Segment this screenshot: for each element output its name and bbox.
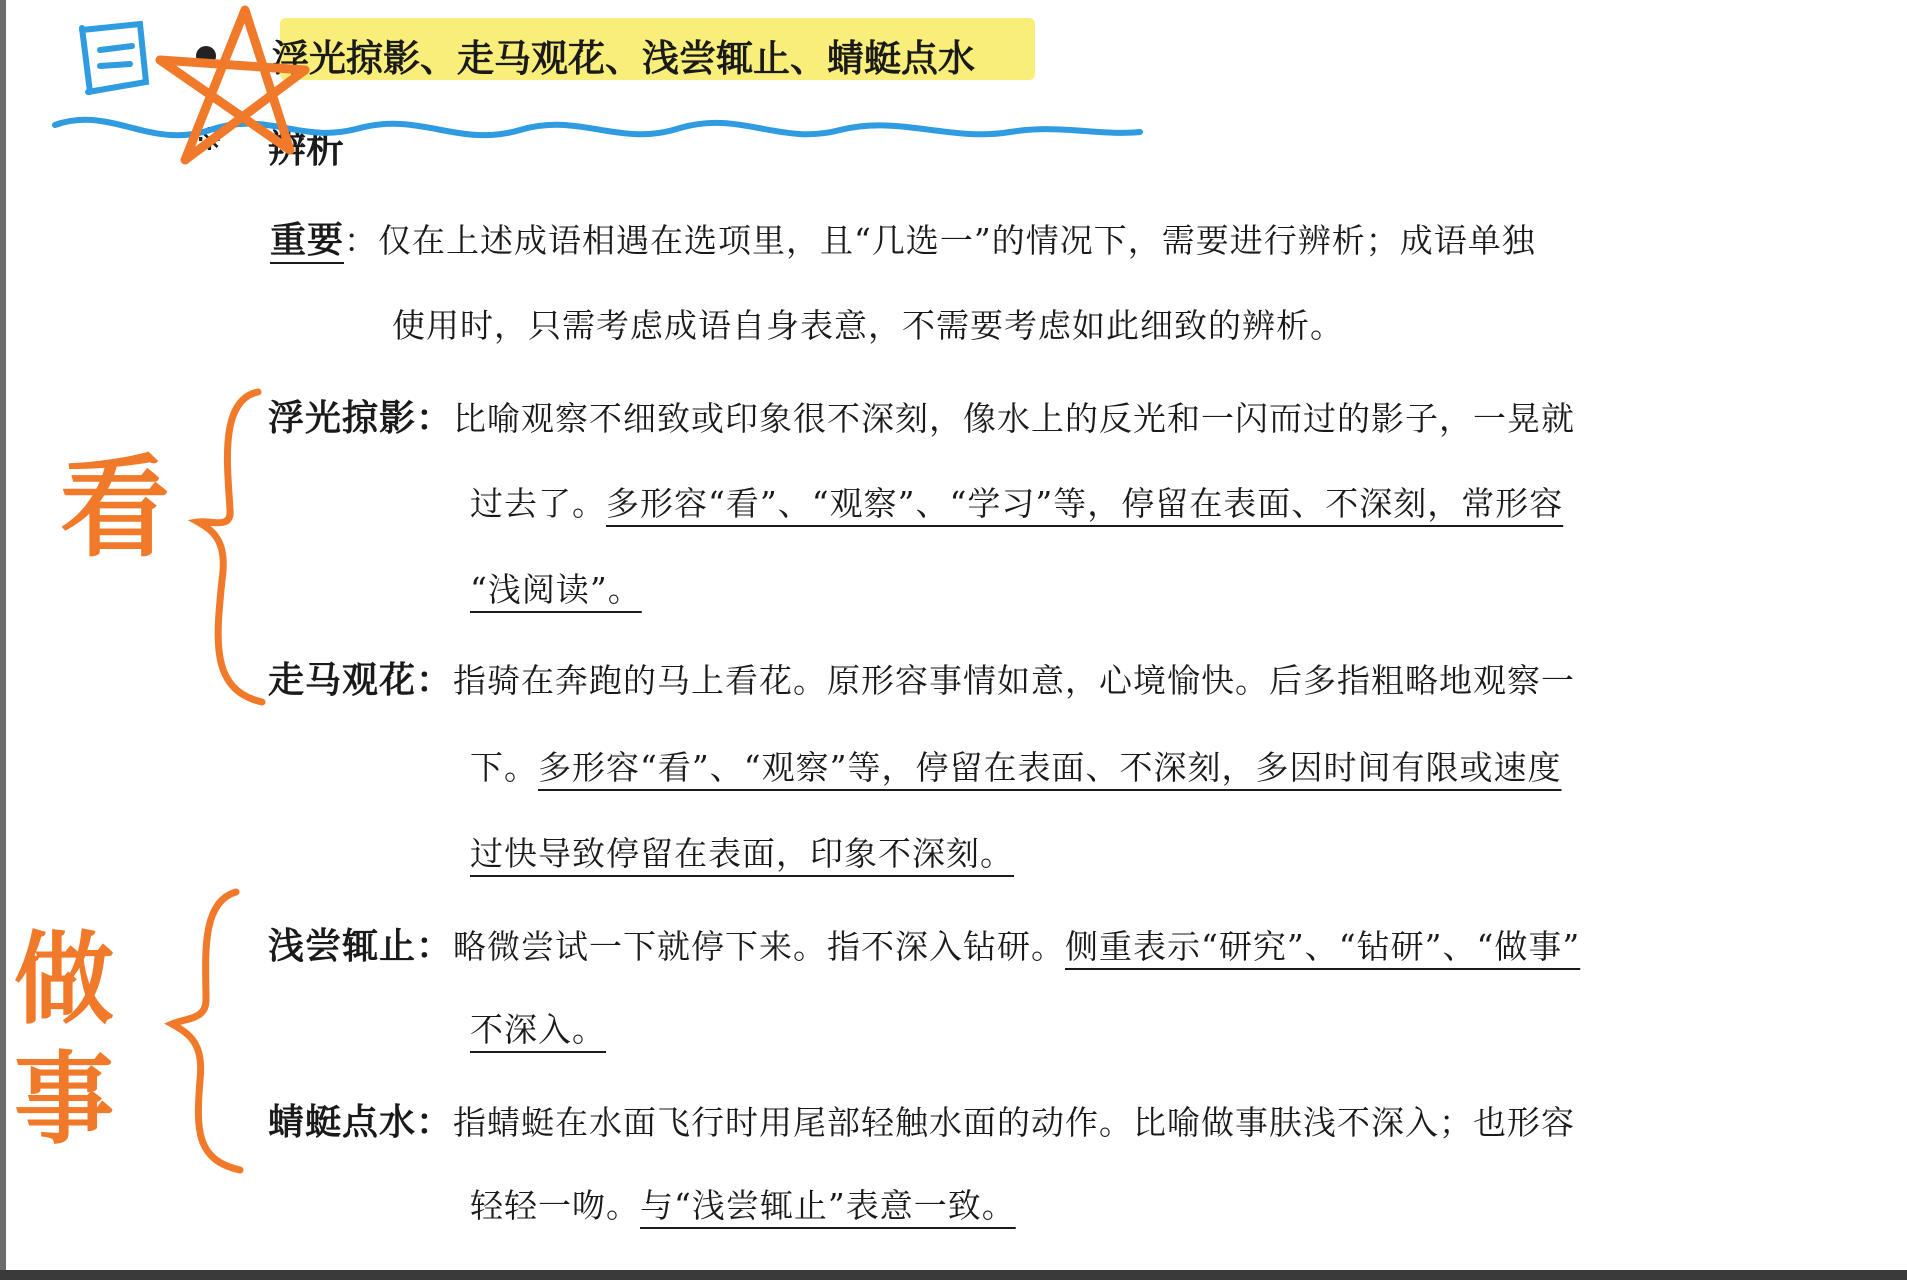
entry-fuguang-line-1: 浮光掠影：比喻观察不细致或印象很不深刻，像水上的反光和一闪而过的影子，一晃就	[268, 398, 1576, 439]
term-qianchang: 浅尝辄止：	[268, 926, 454, 967]
reference-mark: ※	[196, 120, 223, 158]
entry-zouma-line-1: 走马观花：指骑在奔跑的马上看花。原形容事情如意，心境愉快。后多指粗略地观察一	[268, 660, 1576, 701]
section-title: 浮光掠影、走马观花、浅尝辄止、蜻蜓点水	[272, 37, 975, 80]
sub-heading: 辨析	[268, 127, 345, 171]
entry-zouma-line-3: 过快导致停留在表面，印象不深刻。	[470, 834, 1014, 873]
page-bottom-edge	[0, 1270, 1907, 1280]
entry-fuguang-line-2: 过去了。多形容“看”、“观察”、“学习”等，停留在表面、不深刻，常形容	[470, 484, 1564, 523]
blue-square-sketch	[82, 24, 146, 92]
entry-zouma-line-2: 下。多形容“看”、“观察”等，停留在表面、不深刻，多因时间有限或速度	[470, 748, 1562, 787]
entry-fuguang-line-3: “浅阅读”。	[470, 570, 642, 609]
term-fuguang: 浮光掠影：	[268, 398, 454, 439]
entry-qingting-line-1: 蜻蜓点水：指蜻蜓在水面飞行时用尾部轻触水面的动作。比喻做事肤浅不深入；也形容	[268, 1102, 1576, 1143]
important-label: 重要	[270, 220, 345, 261]
brace-bottom	[172, 892, 240, 1170]
important-line-2: 使用时，只需考虑成语自身表意，不需要考虑如此细致的辨析。	[392, 306, 1344, 345]
important-line-1: 重要：仅在上述成语相遇在选项里，且“几选一”的情况下，需要进行辨析；成语单独	[270, 220, 1536, 261]
annotation-kan: 看	[60, 444, 170, 572]
entry-qianchang-line-1: 浅尝辄止：略微尝试一下就停下来。指不深入钻研。侧重表示“研究”、“钻研”、“做事”	[268, 926, 1581, 967]
brace-top	[198, 392, 262, 702]
entry-qianchang-line-2: 不深入。	[470, 1010, 606, 1049]
annotation-zuoshi: 做事	[14, 921, 114, 1158]
term-zouma: 走马观花：	[268, 660, 454, 701]
entry-qingting-line-2: 轻轻一吻。与“浅尝辄止”表意一致。	[470, 1186, 1016, 1225]
term-qingting: 蜻蜓点水：	[268, 1102, 454, 1143]
